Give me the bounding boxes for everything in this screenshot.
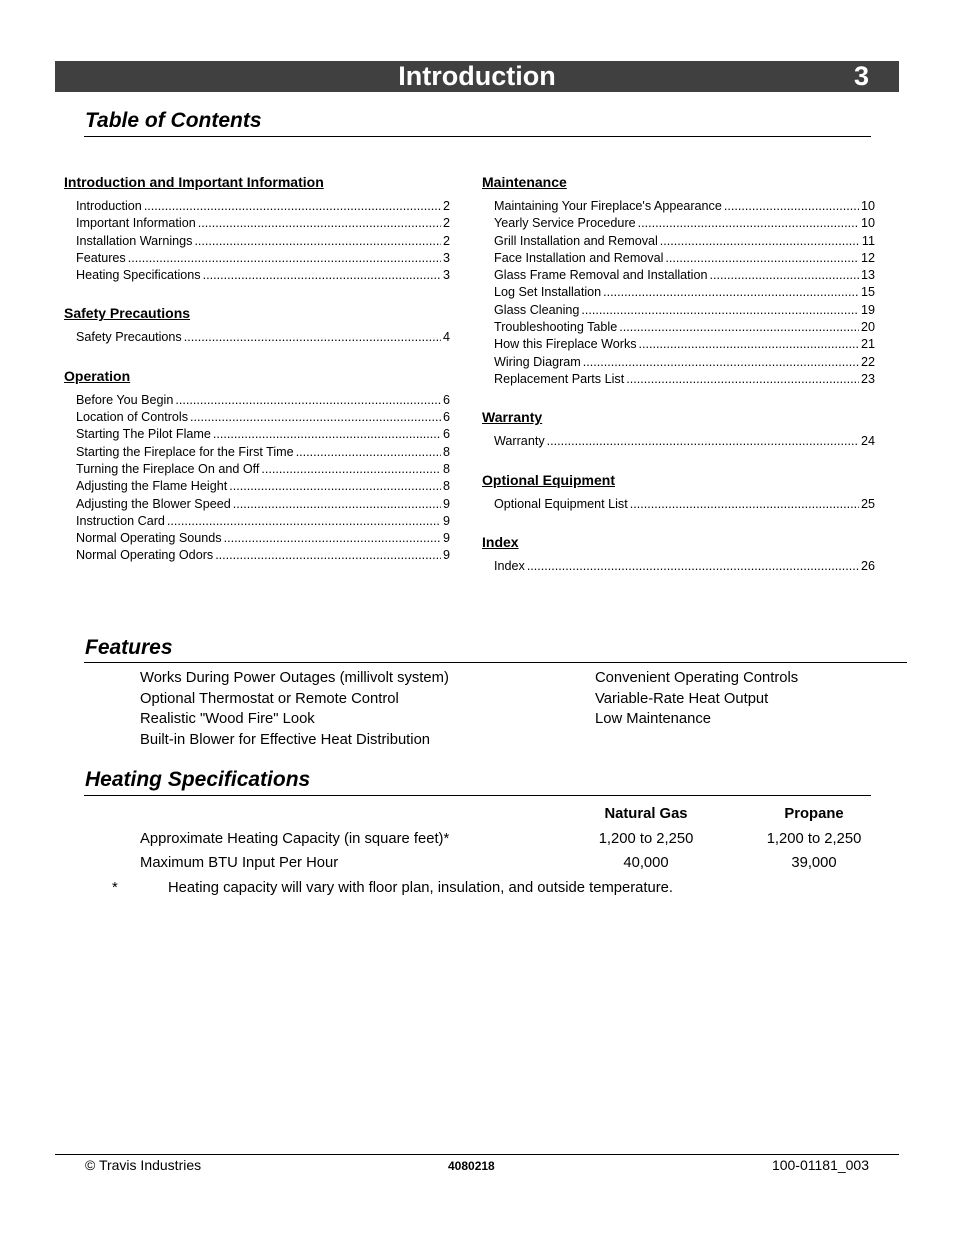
column-header-natural-gas: Natural Gas xyxy=(604,806,688,822)
features-list-right xyxy=(595,668,798,730)
toc-section-heading: Operation xyxy=(64,367,131,384)
toc-entry-title: Before You Begin xyxy=(76,392,174,407)
feature-item: Realistic "Wood Fire" Look xyxy=(140,711,315,727)
toc-entry xyxy=(494,371,875,388)
page-header-bar xyxy=(55,61,899,92)
toc-dot-leader xyxy=(603,284,859,301)
heating-footnote xyxy=(112,878,673,898)
toc-entry-page: 3 xyxy=(442,250,450,265)
page-number: 3 xyxy=(853,61,869,91)
toc-entry-title: Normal Operating Odors xyxy=(76,548,214,563)
toc-entry xyxy=(494,198,875,215)
table-row xyxy=(140,852,880,877)
toc-entry-title: Troubleshooting Table xyxy=(494,320,618,335)
toc-entry xyxy=(76,233,450,250)
toc-dot-leader xyxy=(229,478,441,495)
propane-value: 1,200 to 2,250 xyxy=(766,830,862,847)
toc-entry xyxy=(494,354,875,371)
toc-section-heading: Warranty xyxy=(482,409,543,426)
toc-title: Table of Contents xyxy=(85,109,262,132)
toc-entry-page: 3 xyxy=(442,268,450,283)
toc-dot-leader xyxy=(619,319,859,336)
toc-entry-title: Yearly Service Procedure xyxy=(494,216,636,231)
feature-item: Variable-Rate Heat Output xyxy=(595,690,769,707)
toc-entry xyxy=(76,267,450,284)
footnote-mark: * xyxy=(112,880,118,896)
column-header-propane: Propane xyxy=(784,806,844,822)
toc-entry-title: Features xyxy=(76,250,126,265)
toc-entry-title: Adjusting the Blower Speed xyxy=(76,496,231,511)
toc-entry-title: Warranty xyxy=(494,434,545,449)
toc-entry-page: 23 xyxy=(860,371,875,386)
toc-entry-title: Introduction xyxy=(76,199,142,213)
toc-section-heading: Introduction and Important Information xyxy=(64,174,324,190)
toc-entry xyxy=(494,215,875,232)
toc-dot-leader xyxy=(626,371,859,388)
toc-entry-page: 22 xyxy=(860,354,875,369)
feature-item: Built-in Blower for Effective Heat Distribution xyxy=(140,731,431,748)
toc-dot-leader xyxy=(296,444,441,461)
heating-spec-table xyxy=(140,803,880,877)
heating-title: Heating Specifications xyxy=(85,768,311,791)
toc-entry-title: Starting the Fireplace for the First Time xyxy=(76,444,294,459)
toc-left-column xyxy=(64,173,450,585)
toc-entry-title: Glass Cleaning xyxy=(494,302,580,317)
toc-right-column xyxy=(482,173,875,595)
toc-entry-page: 9 xyxy=(442,513,450,528)
toc-entry-page: 8 xyxy=(442,479,450,494)
toc-entry-page: 11 xyxy=(861,233,875,248)
toc-entry xyxy=(76,215,450,232)
row-label: Maximum BTU Input Per Hour xyxy=(140,855,339,871)
toc-entry-page: 10 xyxy=(860,199,875,213)
toc-group xyxy=(482,533,875,575)
toc-entry xyxy=(76,530,450,547)
toc-entry-page: 21 xyxy=(860,337,875,352)
toc-dot-leader xyxy=(224,530,441,547)
toc-entry xyxy=(494,433,875,450)
toc-entry-title: Turning the Fireplace On and Off xyxy=(76,461,260,476)
toc-entry-page: 25 xyxy=(860,496,875,511)
toc-entry-page: 9 xyxy=(442,531,450,546)
toc-dot-leader xyxy=(639,336,859,353)
toc-entry-page: 13 xyxy=(860,268,875,283)
toc-dot-leader xyxy=(581,302,859,319)
toc-dot-leader xyxy=(175,392,441,409)
toc-entry-title: Instruction Card xyxy=(76,513,165,528)
toc-entry xyxy=(76,329,450,346)
toc-entry-title: Heating Specifications xyxy=(76,268,201,283)
toc-entry xyxy=(76,461,450,478)
toc-dot-leader xyxy=(261,461,441,478)
row-label: Approximate Heating Capacity (in square feet)* xyxy=(140,830,450,847)
toc-section-heading: Index xyxy=(482,533,519,550)
natural-gas-value: 40,000 xyxy=(623,855,669,871)
toc-entry xyxy=(494,302,875,319)
toc-entry xyxy=(494,558,875,575)
toc-entry xyxy=(76,444,450,461)
toc-group xyxy=(482,173,875,388)
toc-dot-leader xyxy=(194,233,441,250)
toc-group xyxy=(482,408,875,450)
toc-entry-title: Maintaining Your Fireplace's Appearance xyxy=(494,199,722,213)
features-title: Features xyxy=(85,636,173,659)
toc-dot-leader xyxy=(527,558,859,575)
toc-entry-title: Adjusting the Flame Height xyxy=(76,479,228,494)
footer-part-number: 100-01181_003 xyxy=(771,1157,869,1173)
toc-entry-title: Index xyxy=(494,558,525,573)
toc-entry-title: Wiring Diagram xyxy=(494,354,581,369)
toc-entry-page: 15 xyxy=(860,285,875,300)
toc-entry-page: 6 xyxy=(442,410,450,425)
toc-entry-page: 8 xyxy=(442,444,450,459)
toc-dot-leader xyxy=(198,215,441,232)
toc-entry-page: 6 xyxy=(442,427,450,442)
toc-dot-leader xyxy=(215,547,441,564)
toc-entry xyxy=(494,250,875,267)
toc-entry-page: 12 xyxy=(860,250,875,265)
toc-dot-leader xyxy=(213,426,441,443)
features-title-rule xyxy=(84,662,907,663)
toc-entry-page: 20 xyxy=(860,320,875,335)
toc-entry xyxy=(76,198,450,215)
toc-entry-title: Starting The Pilot Flame xyxy=(76,427,211,442)
toc-section-heading: Safety Precautions xyxy=(64,305,191,322)
toc-entry-title: Replacement Parts List xyxy=(494,371,625,386)
toc-entry xyxy=(494,233,875,250)
toc-entry-page: 19 xyxy=(860,302,875,317)
toc-entry-title: Safety Precautions xyxy=(76,330,182,345)
toc-entry xyxy=(76,547,450,564)
toc-section-heading: Optional Equipment xyxy=(482,471,615,488)
toc-group xyxy=(64,304,450,346)
toc-dot-leader xyxy=(233,496,441,513)
toc-dot-leader xyxy=(144,198,441,215)
features-list-left xyxy=(140,668,449,750)
toc-entry-page: 24 xyxy=(860,434,875,449)
toc-dot-leader xyxy=(660,233,860,250)
toc-entry xyxy=(76,409,450,426)
feature-item: Optional Thermostat or Remote Control xyxy=(140,690,399,707)
toc-entry-title: Glass Frame Removal and Installation xyxy=(494,268,708,283)
toc-entry-title: Grill Installation and Removal xyxy=(494,233,658,248)
footer-rule xyxy=(55,1154,899,1155)
toc-dot-leader xyxy=(724,198,859,215)
toc-entry-title: Important Information xyxy=(76,216,196,231)
natural-gas-value: 1,200 to 2,250 xyxy=(598,830,694,847)
toc-entry xyxy=(494,284,875,301)
propane-value: 39,000 xyxy=(791,855,837,871)
toc-entry-page: 6 xyxy=(442,392,450,407)
toc-entry-page: 9 xyxy=(442,548,450,563)
toc-dot-leader xyxy=(203,267,441,284)
toc-entry-title: Log Set Installation xyxy=(494,285,602,300)
toc-dot-leader xyxy=(128,250,441,267)
toc-dot-leader xyxy=(167,513,441,530)
toc-title-rule xyxy=(84,136,871,137)
toc-dot-leader xyxy=(665,250,859,267)
page-title: Introduction xyxy=(398,61,556,91)
toc-entry-title: Optional Equipment List xyxy=(494,496,628,511)
feature-item: Convenient Operating Controls xyxy=(595,670,799,686)
toc-entry-page: 2 xyxy=(442,199,450,213)
toc-dot-leader xyxy=(630,496,859,513)
toc-entry-title: Location of Controls xyxy=(76,410,189,425)
toc-entry xyxy=(76,426,450,443)
footnote-text: Heating capacity will vary with floor plan, insulation, and outside temperature. xyxy=(168,880,674,896)
toc-entry-page: 10 xyxy=(860,216,875,231)
toc-entry-page: 8 xyxy=(442,461,450,476)
toc-entry xyxy=(494,319,875,336)
table-row xyxy=(140,828,880,853)
toc-group xyxy=(64,173,450,284)
toc-entry xyxy=(76,496,450,513)
toc-entry xyxy=(494,336,875,353)
toc-entry-page: 9 xyxy=(442,496,450,511)
toc-dot-leader xyxy=(638,215,859,232)
heating-title-rule xyxy=(84,795,871,796)
toc-entry-page: 26 xyxy=(860,558,875,573)
toc-section-heading: Maintenance xyxy=(482,174,567,190)
toc-entry-title: How this Fireplace Works xyxy=(494,337,637,352)
toc-dot-leader xyxy=(547,433,859,450)
toc-dot-leader xyxy=(583,354,859,371)
spec-header-row xyxy=(140,803,880,828)
toc-entry xyxy=(76,392,450,409)
toc-dot-leader xyxy=(184,329,441,346)
toc-entry-page: 2 xyxy=(442,216,450,231)
toc-entry xyxy=(76,250,450,267)
toc-group xyxy=(64,367,450,565)
toc-group xyxy=(482,471,875,513)
toc-dot-leader xyxy=(710,267,859,284)
toc-entry-title: Installation Warnings xyxy=(76,233,193,248)
toc-entry-page: 4 xyxy=(442,330,450,345)
toc-entry xyxy=(76,478,450,495)
toc-entry-title: Normal Operating Sounds xyxy=(76,531,222,546)
toc-entry-title: Face Installation and Removal xyxy=(494,250,664,265)
toc-entry xyxy=(494,496,875,513)
toc-dot-leader xyxy=(190,409,441,426)
feature-item: Low Maintenance xyxy=(595,711,711,727)
toc-entry xyxy=(494,267,875,284)
toc-entry-page: 2 xyxy=(442,233,450,248)
toc-entry xyxy=(76,513,450,530)
feature-item: Works During Power Outages (millivolt system) xyxy=(140,670,449,686)
footer-doc-code: 4080218 xyxy=(448,1159,495,1173)
footer-copyright: © Travis Industries xyxy=(85,1157,202,1173)
